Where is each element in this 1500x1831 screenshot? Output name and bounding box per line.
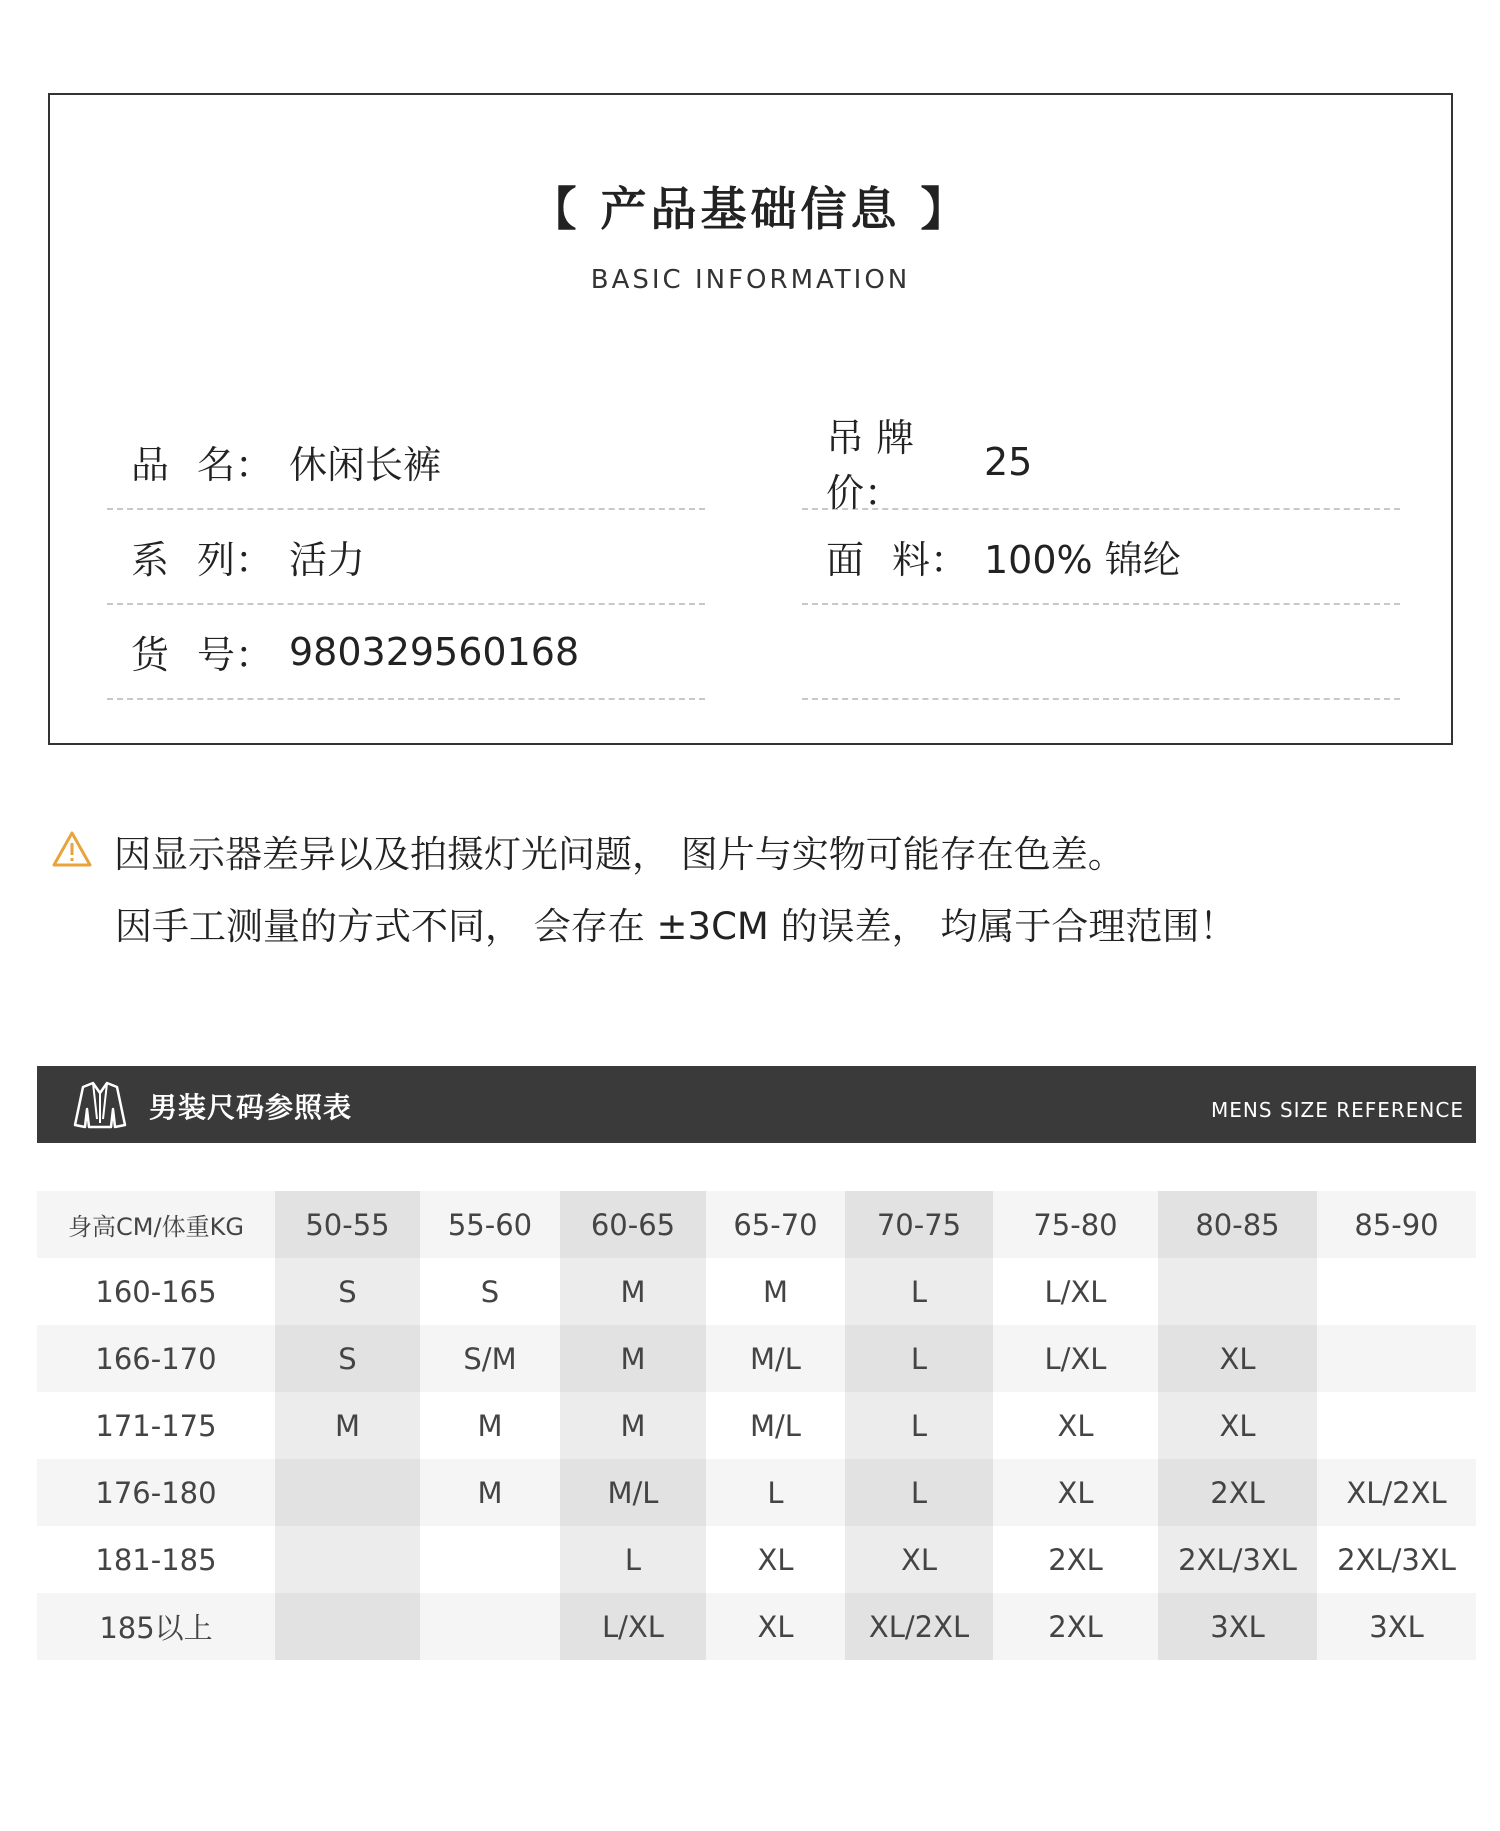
table-cell bbox=[1317, 1392, 1476, 1459]
info-value: 980329560168 bbox=[289, 629, 580, 674]
size-chart-subtitle: MENS SIZE REFERENCE bbox=[1211, 1098, 1464, 1122]
info-row-empty bbox=[802, 605, 1400, 700]
info-label-part: 品 bbox=[131, 443, 170, 487]
table-cell: XL bbox=[706, 1526, 845, 1593]
table-cell: M bbox=[560, 1325, 706, 1392]
info-label bbox=[107, 529, 289, 584]
table-row bbox=[37, 1526, 1476, 1593]
table-cell: M/L bbox=[560, 1459, 706, 1526]
table-cell: S bbox=[420, 1258, 560, 1325]
table-cell: M bbox=[560, 1392, 706, 1459]
notice-text-2: 因手工测量的方式不同， 会存在 ±3CM 的误差， 均属于合理范围！ bbox=[115, 905, 1237, 948]
notice-text-1: 因显示器差异以及拍摄灯光问题， 图片与实物可能存在色差。 bbox=[114, 833, 1125, 876]
table-header-row bbox=[37, 1191, 1476, 1258]
table-cell: XL bbox=[993, 1392, 1158, 1459]
table-cell: M bbox=[706, 1258, 845, 1325]
jacket-logo-icon bbox=[71, 1079, 129, 1131]
table-cell: 3XL bbox=[1317, 1593, 1476, 1660]
header-cell: 60-65 bbox=[560, 1191, 706, 1258]
table-cell bbox=[1158, 1258, 1317, 1325]
size-chart-header bbox=[37, 1066, 1476, 1143]
table-cell: XL bbox=[706, 1593, 845, 1660]
table-cell: M bbox=[420, 1392, 560, 1459]
table-cell: 160-165 bbox=[37, 1258, 275, 1325]
info-label-part: 列： bbox=[196, 538, 273, 582]
table-cell: L bbox=[845, 1392, 993, 1459]
info-row-sku bbox=[107, 605, 705, 700]
header-cell: 50-55 bbox=[275, 1191, 420, 1258]
table-cell: 166-170 bbox=[37, 1325, 275, 1392]
table-cell: XL bbox=[845, 1526, 993, 1593]
table-cell: 2XL bbox=[993, 1593, 1158, 1660]
info-label-part: 料： bbox=[891, 538, 968, 582]
info-label bbox=[107, 624, 289, 679]
info-label bbox=[802, 407, 984, 517]
header-cell: 65-70 bbox=[706, 1191, 845, 1258]
info-subtitle: BASIC INFORMATION bbox=[590, 265, 911, 295]
table-cell: S bbox=[275, 1325, 420, 1392]
info-row-fabric bbox=[802, 510, 1400, 605]
table-cell: S/M bbox=[420, 1325, 560, 1392]
info-row-series bbox=[107, 510, 705, 605]
header-cell: 55-60 bbox=[420, 1191, 560, 1258]
table-row bbox=[37, 1392, 1476, 1459]
table-row bbox=[37, 1325, 1476, 1392]
info-label-part: 货 bbox=[131, 633, 170, 677]
table-cell: XL/2XL bbox=[1317, 1459, 1476, 1526]
table-cell: 171-175 bbox=[37, 1392, 275, 1459]
table-cell: 181-185 bbox=[37, 1526, 275, 1593]
table-cell: L bbox=[845, 1459, 993, 1526]
table-row bbox=[37, 1459, 1476, 1526]
info-label-part: 名： bbox=[196, 443, 273, 487]
table-cell bbox=[420, 1526, 560, 1593]
table-cell: XL bbox=[1158, 1325, 1317, 1392]
info-label-part: 吊 牌 价： bbox=[826, 415, 915, 515]
info-value: 100% 锦纶 bbox=[984, 538, 1181, 582]
table-row bbox=[37, 1593, 1476, 1660]
table-cell: M/L bbox=[706, 1325, 845, 1392]
info-label-part: 系 bbox=[131, 538, 170, 582]
table-cell bbox=[1317, 1325, 1476, 1392]
table-cell: 2XL bbox=[993, 1526, 1158, 1593]
notice-line-1 bbox=[52, 818, 1452, 891]
table-cell: 185以上 bbox=[37, 1593, 275, 1660]
info-label bbox=[107, 434, 289, 489]
header-cell: 75-80 bbox=[993, 1191, 1158, 1258]
info-label-part: 面 bbox=[826, 538, 865, 582]
table-cell bbox=[1317, 1258, 1476, 1325]
table-cell: L bbox=[845, 1258, 993, 1325]
table-row bbox=[37, 1258, 1476, 1325]
table-cell: L/XL bbox=[993, 1325, 1158, 1392]
table-cell: M bbox=[560, 1258, 706, 1325]
table-cell: L bbox=[845, 1325, 993, 1392]
table-cell bbox=[275, 1526, 420, 1593]
info-label-part: 号： bbox=[196, 633, 273, 677]
table-cell: XL bbox=[993, 1459, 1158, 1526]
info-value: 活力 bbox=[289, 538, 366, 582]
table-cell: L bbox=[560, 1526, 706, 1593]
size-table bbox=[37, 1191, 1476, 1660]
header-cell: 身高CM/体重KG bbox=[37, 1191, 275, 1258]
table-cell: 2XL/3XL bbox=[1317, 1526, 1476, 1593]
info-label bbox=[802, 529, 984, 584]
table-cell: M/L bbox=[706, 1392, 845, 1459]
table-cell: 2XL bbox=[1158, 1459, 1317, 1526]
table-cell: L/XL bbox=[993, 1258, 1158, 1325]
table-cell bbox=[420, 1593, 560, 1660]
table-cell: XL bbox=[1158, 1392, 1317, 1459]
basic-info-box bbox=[48, 93, 1453, 745]
table-cell: M bbox=[420, 1459, 560, 1526]
notice bbox=[52, 818, 1452, 963]
header-cell: 70-75 bbox=[845, 1191, 993, 1258]
table-cell: 2XL/3XL bbox=[1158, 1526, 1317, 1593]
warning-icon bbox=[52, 818, 114, 890]
table-cell: XL/2XL bbox=[845, 1593, 993, 1660]
header-cell: 85-90 bbox=[1317, 1191, 1476, 1258]
table-cell: S bbox=[275, 1258, 420, 1325]
header-cell: 80-85 bbox=[1158, 1191, 1317, 1258]
table-cell: 3XL bbox=[1158, 1593, 1317, 1660]
table-cell: L bbox=[706, 1459, 845, 1526]
info-row-name bbox=[107, 415, 705, 510]
info-row-tag-price bbox=[802, 415, 1400, 515]
info-title: 【 产品基础信息 】 bbox=[530, 182, 971, 236]
table-cell: M bbox=[275, 1392, 420, 1459]
table-cell: L/XL bbox=[560, 1593, 706, 1660]
table-cell bbox=[275, 1593, 420, 1660]
table-cell: 176-180 bbox=[37, 1459, 275, 1526]
size-chart-title: 男装尺码参照表 bbox=[149, 1091, 353, 1124]
table-cell bbox=[275, 1459, 420, 1526]
info-value: 休闲长裤 bbox=[289, 443, 442, 487]
info-value: 25 bbox=[984, 439, 1033, 484]
